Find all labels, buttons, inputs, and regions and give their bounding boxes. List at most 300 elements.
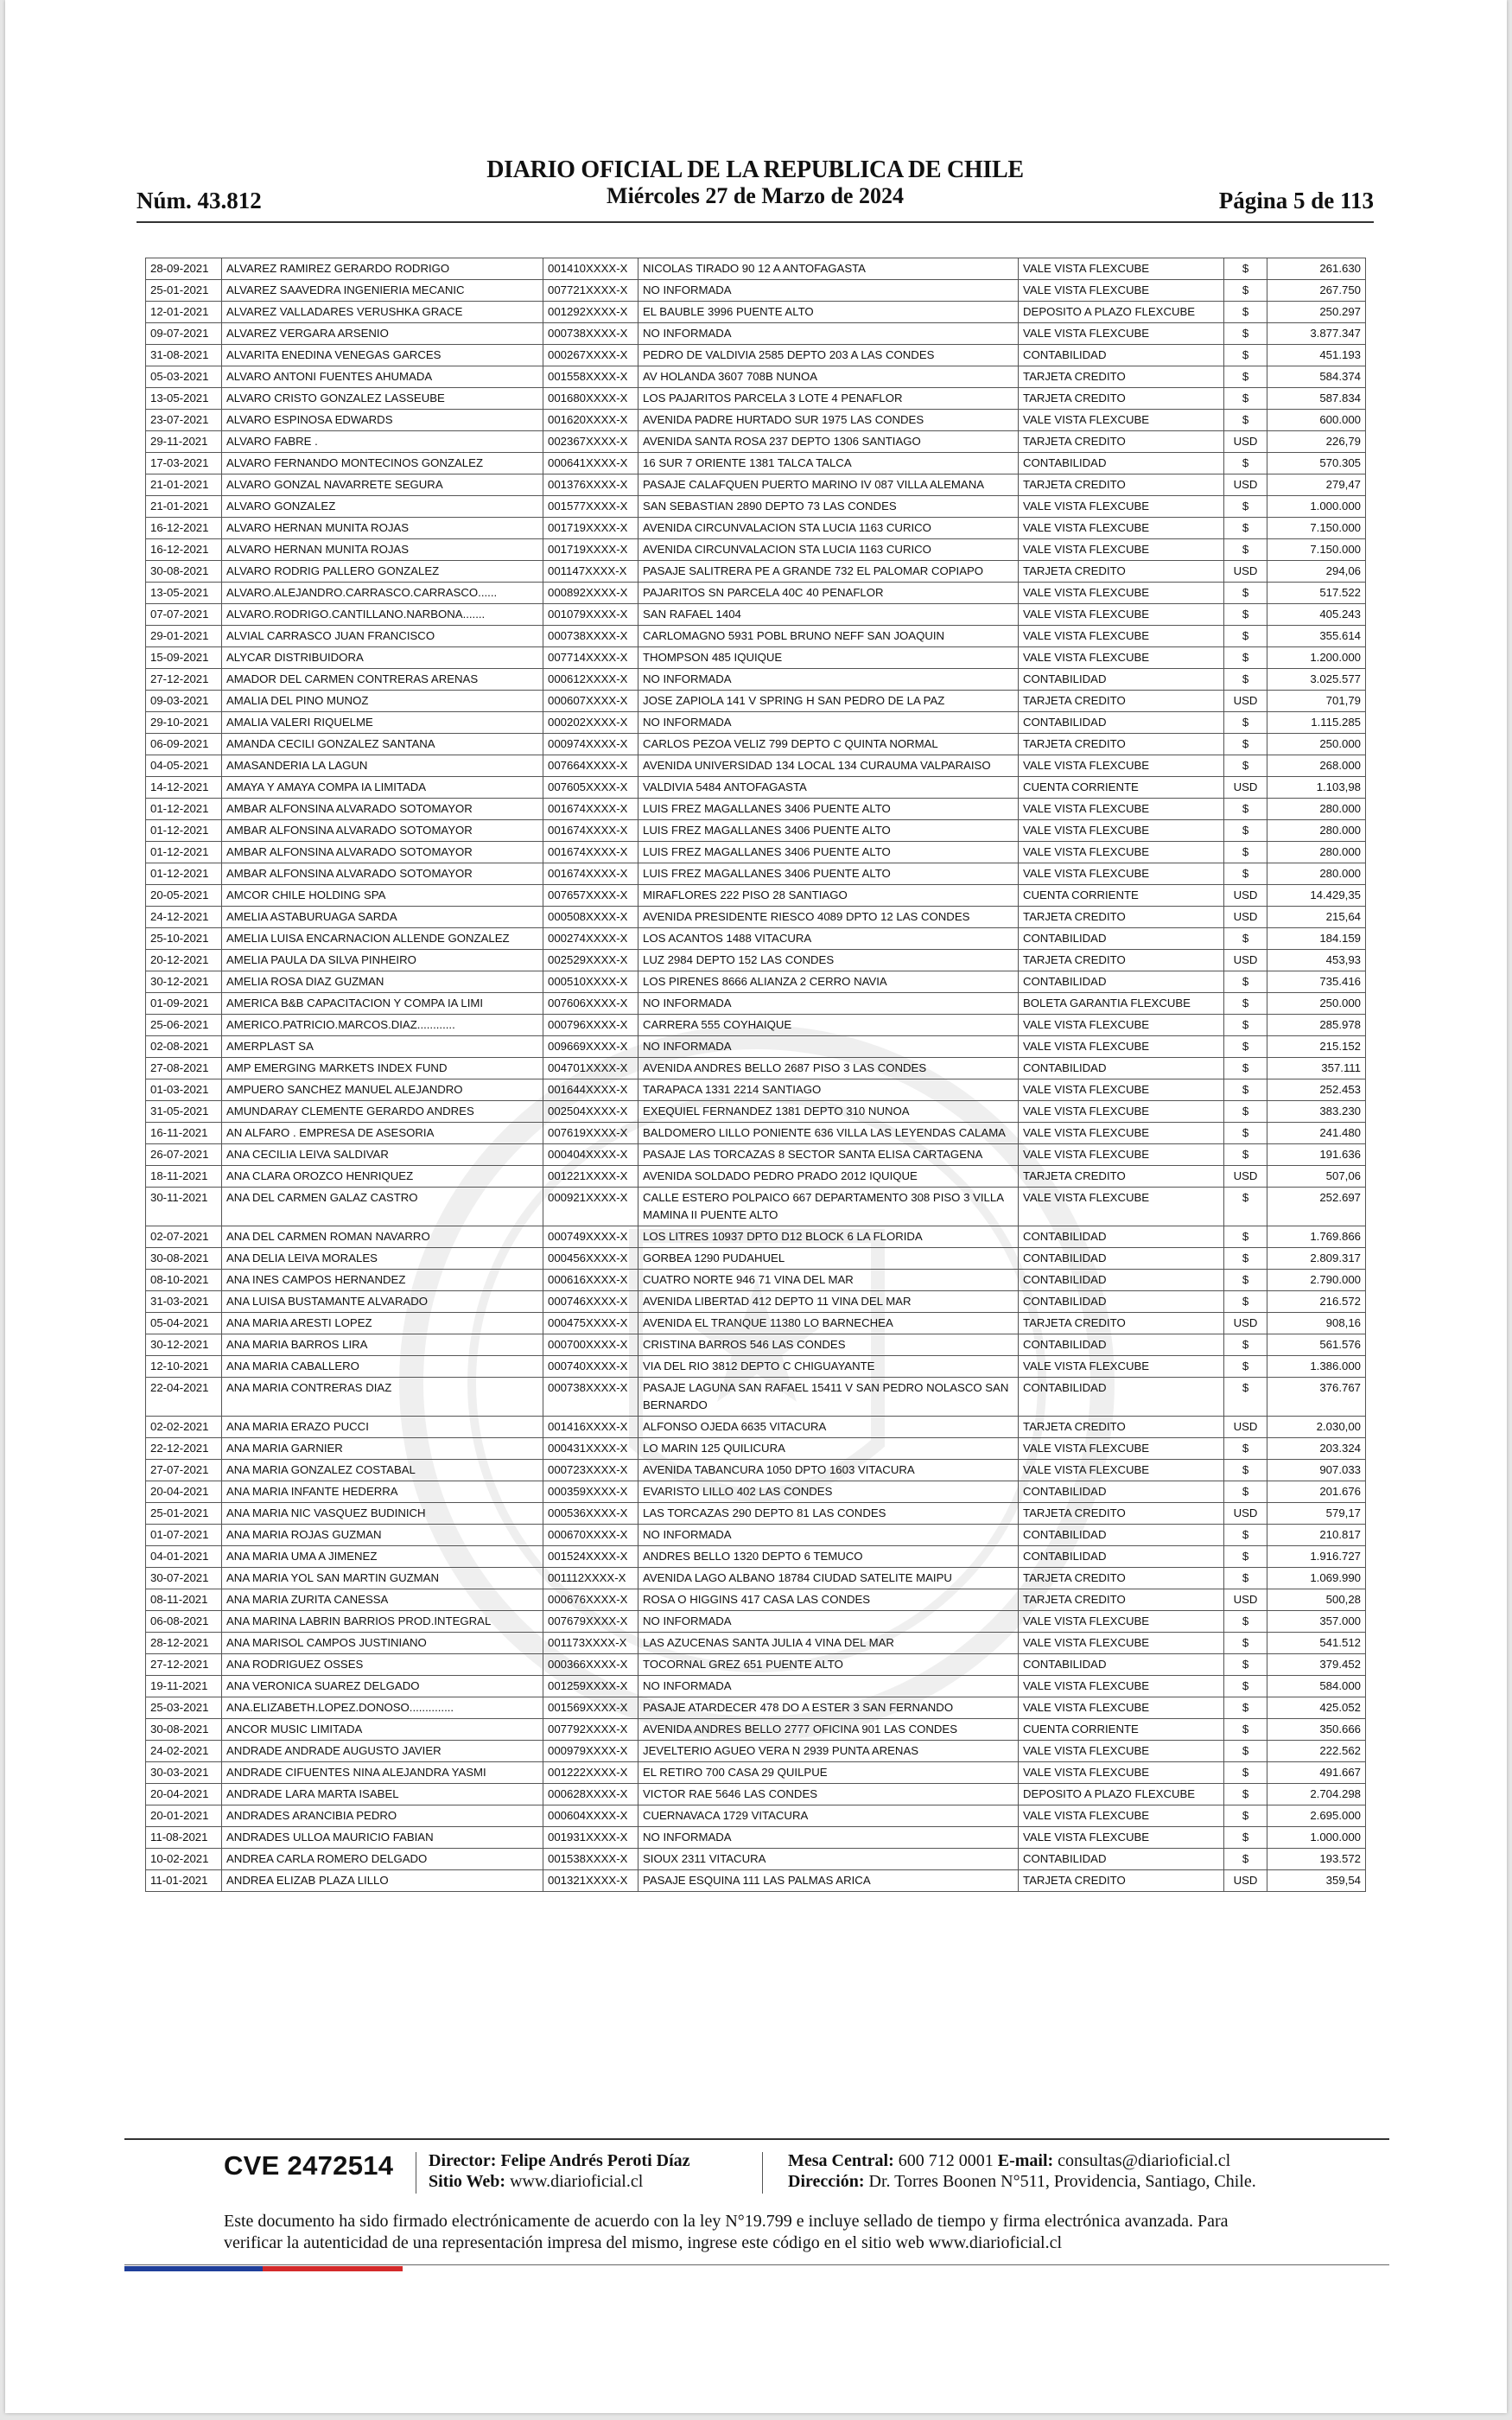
address-cell: AVENIDA SANTA ROSA 237 DEPTO 1306 SANTIAGO: [638, 431, 1019, 453]
address-cell: LUIS FREZ MAGALLANES 3406 PUENTE ALTO: [638, 842, 1019, 863]
name-cell: AMALIA DEL PINO MUNOZ: [222, 691, 543, 712]
product-cell: VALE VISTA FLEXCUBE: [1019, 1611, 1224, 1633]
rut-cell: 001577XXXX-X: [543, 496, 638, 518]
date-cell: 21-01-2021: [146, 496, 222, 518]
currency-cell: USD: [1224, 561, 1267, 583]
records-table-body: [146, 258, 1366, 1892]
name-cell: ANA MARIA ZURITA CANESSA: [222, 1589, 543, 1611]
product-cell: CUENTA CORRIENTE: [1019, 1719, 1224, 1741]
amount-cell: 2.695.000: [1267, 1805, 1366, 1827]
table-row: [146, 777, 1366, 799]
product-cell: VALE VISTA FLEXCUBE: [1019, 258, 1224, 280]
address-cell: CARLOS PEZOA VELIZ 799 DEPTO C QUINTA NORMAL: [638, 734, 1019, 755]
table-row: [146, 388, 1366, 410]
address-cell: 16 SUR 7 ORIENTE 1381 TALCA TALCA: [638, 453, 1019, 474]
address-cell: LAS TORCAZAS 290 DEPTO 81 LAS CONDES: [638, 1503, 1019, 1525]
rut-cell: 000892XXXX-X: [543, 583, 638, 604]
currency-cell: USD: [1224, 691, 1267, 712]
product-cell: TARJETA CREDITO: [1019, 1589, 1224, 1611]
rut-cell: 007619XXXX-X: [543, 1123, 638, 1144]
name-cell: ANDRADE LARA MARTA ISABEL: [222, 1784, 543, 1805]
amount-cell: 267.750: [1267, 280, 1366, 302]
amount-cell: 600.000: [1267, 410, 1366, 431]
header-divider: [137, 221, 1374, 223]
name-cell: ALVARO RODRIG PALLERO GONZALEZ: [222, 561, 543, 583]
currency-cell: $: [1224, 345, 1267, 366]
amount-cell: 541.512: [1267, 1633, 1366, 1654]
date-cell: 12-01-2021: [146, 302, 222, 323]
date-cell: 01-03-2021: [146, 1079, 222, 1101]
amount-cell: 425.052: [1267, 1697, 1366, 1719]
date-cell: 22-12-2021: [146, 1438, 222, 1460]
product-cell: TARJETA CREDITO: [1019, 1568, 1224, 1589]
date-cell: 12-10-2021: [146, 1356, 222, 1378]
name-cell: ALVARO.RODRIGO.CANTILLANO.NARBONA.......: [222, 604, 543, 626]
name-cell: AMELIA ASTABURUAGA SARDA: [222, 907, 543, 928]
name-cell: AMADOR DEL CARMEN CONTRERAS ARENAS: [222, 669, 543, 691]
rut-cell: 001674XXXX-X: [543, 842, 638, 863]
footer-divider: [124, 2138, 1389, 2140]
address-cell: EXEQUIEL FERNANDEZ 1381 DEPTO 310 NUNOA: [638, 1101, 1019, 1123]
address-cell: LUZ 2984 DEPTO 152 LAS CONDES: [638, 950, 1019, 971]
rut-cell: 000456XXXX-X: [543, 1248, 638, 1270]
currency-cell: $: [1224, 258, 1267, 280]
amount-cell: 222.562: [1267, 1741, 1366, 1762]
table-row: [146, 496, 1366, 518]
issue-number: Núm. 43.812: [137, 188, 262, 213]
name-cell: AMELIA ROSA DIAZ GUZMAN: [222, 971, 543, 993]
name-cell: AMELIA PAULA DA SILVA PINHEIRO: [222, 950, 543, 971]
currency-cell: USD: [1224, 950, 1267, 971]
address-label: Dirección:: [788, 2172, 865, 2191]
rut-cell: 000749XXXX-X: [543, 1226, 638, 1248]
name-cell: AMP EMERGING MARKETS INDEX FUND: [222, 1058, 543, 1079]
product-cell: TARJETA CREDITO: [1019, 474, 1224, 496]
currency-cell: $: [1224, 1438, 1267, 1460]
website-label: Sitio Web:: [429, 2172, 506, 2191]
currency-cell: $: [1224, 1356, 1267, 1378]
table-row: [146, 1079, 1366, 1101]
date-cell: 28-09-2021: [146, 258, 222, 280]
currency-cell: $: [1224, 971, 1267, 993]
product-cell: VALE VISTA FLEXCUBE: [1019, 1079, 1224, 1101]
currency-cell: USD: [1224, 907, 1267, 928]
rut-cell: 009669XXXX-X: [543, 1036, 638, 1058]
table-row: [146, 366, 1366, 388]
table-row: [146, 1697, 1366, 1719]
name-cell: AMELIA LUISA ENCARNACION ALLENDE GONZALEZ: [222, 928, 543, 950]
date-cell: 18-11-2021: [146, 1166, 222, 1188]
date-cell: 16-12-2021: [146, 518, 222, 539]
amount-cell: 268.000: [1267, 755, 1366, 777]
name-cell: AMERPLAST SA: [222, 1036, 543, 1058]
name-cell: ANA RODRIGUEZ OSSES: [222, 1654, 543, 1676]
name-cell: ANA MARIA ERAZO PUCCI: [222, 1417, 543, 1438]
rut-cell: 007792XXXX-X: [543, 1719, 638, 1741]
currency-cell: $: [1224, 1762, 1267, 1784]
name-cell: AMBAR ALFONSINA ALVARADO SOTOMAYOR: [222, 863, 543, 885]
product-cell: CONTABILIDAD: [1019, 928, 1224, 950]
address-cell: AVENIDA CIRCUNVALACION STA LUCIA 1163 CURICO: [638, 539, 1019, 561]
director-name: Felipe Andrés Peroti Díaz: [500, 2151, 690, 2170]
website-link[interactable]: www.diarioficial.cl: [510, 2172, 644, 2191]
currency-cell: $: [1224, 712, 1267, 734]
date-cell: 25-01-2021: [146, 280, 222, 302]
product-cell: TARJETA CREDITO: [1019, 1313, 1224, 1334]
rut-cell: 000670XXXX-X: [543, 1525, 638, 1546]
name-cell: AMASANDERIA LA LAGUN: [222, 755, 543, 777]
table-row: [146, 1741, 1366, 1762]
date-cell: 13-05-2021: [146, 388, 222, 410]
address-cell: LUIS FREZ MAGALLANES 3406 PUENTE ALTO: [638, 799, 1019, 820]
table-row: [146, 1166, 1366, 1188]
amount-cell: 350.666: [1267, 1719, 1366, 1741]
amount-cell: 252.453: [1267, 1079, 1366, 1101]
rut-cell: 000738XXXX-X: [543, 626, 638, 647]
name-cell: ANDRADE ANDRADE AUGUSTO JAVIER: [222, 1741, 543, 1762]
address-cell: LOS PAJARITOS PARCELA 3 LOTE 4 PENAFLOR: [638, 388, 1019, 410]
table-row: [146, 583, 1366, 604]
table-row: [146, 1870, 1366, 1892]
amount-cell: 252.697: [1267, 1188, 1366, 1226]
rut-cell: 000604XXXX-X: [543, 1805, 638, 1827]
rut-cell: 001410XXXX-X: [543, 258, 638, 280]
rut-cell: 007657XXXX-X: [543, 885, 638, 907]
address-cell: THOMPSON 485 IQUIQUE: [638, 647, 1019, 669]
table-row: [146, 1546, 1366, 1568]
rut-cell: 007721XXXX-X: [543, 280, 638, 302]
address-cell: PASAJE SALITRERA PE A GRANDE 732 EL PALOMAR COPIAPO: [638, 561, 1019, 583]
date-cell: 27-08-2021: [146, 1058, 222, 1079]
table-row: [146, 1460, 1366, 1481]
product-cell: VALE VISTA FLEXCUBE: [1019, 604, 1224, 626]
rut-cell: 001674XXXX-X: [543, 820, 638, 842]
name-cell: ANCOR MUSIC LIMITADA: [222, 1719, 543, 1741]
amount-cell: 241.480: [1267, 1123, 1366, 1144]
table-row: [146, 1058, 1366, 1079]
rut-cell: 001674XXXX-X: [543, 799, 638, 820]
date-cell: 23-07-2021: [146, 410, 222, 431]
product-cell: VALE VISTA FLEXCUBE: [1019, 1144, 1224, 1166]
currency-cell: $: [1224, 1079, 1267, 1101]
product-cell: TARJETA CREDITO: [1019, 1503, 1224, 1525]
table-row: [146, 1438, 1366, 1460]
name-cell: ANDREA ELIZAB PLAZA LILLO: [222, 1870, 543, 1892]
date-cell: 16-12-2021: [146, 539, 222, 561]
date-cell: 24-02-2021: [146, 1741, 222, 1762]
currency-cell: $: [1224, 1827, 1267, 1849]
footer-bottom-rule: [124, 2264, 1389, 2265]
amount-cell: 280.000: [1267, 863, 1366, 885]
currency-cell: USD: [1224, 1166, 1267, 1188]
date-cell: 27-12-2021: [146, 669, 222, 691]
currency-cell: $: [1224, 626, 1267, 647]
date-cell: 25-03-2021: [146, 1697, 222, 1719]
currency-cell: $: [1224, 1378, 1267, 1417]
rut-cell: 000616XXXX-X: [543, 1270, 638, 1291]
address-cell: NO INFORMADA: [638, 1036, 1019, 1058]
rut-cell: 002367XXXX-X: [543, 431, 638, 453]
address-cell: GORBEA 1290 PUDAHUEL: [638, 1248, 1019, 1270]
product-cell: TARJETA CREDITO: [1019, 691, 1224, 712]
table-row: [146, 1270, 1366, 1291]
amount-cell: 1.000.000: [1267, 1827, 1366, 1849]
currency-cell: USD: [1224, 777, 1267, 799]
currency-cell: $: [1224, 1101, 1267, 1123]
page-header: [137, 157, 1374, 214]
date-cell: 30-11-2021: [146, 1188, 222, 1226]
rut-cell: 001147XXXX-X: [543, 561, 638, 583]
date-cell: 01-12-2021: [146, 842, 222, 863]
address-cell: LUIS FREZ MAGALLANES 3406 PUENTE ALTO: [638, 863, 1019, 885]
product-cell: CONTABILIDAD: [1019, 971, 1224, 993]
name-cell: ALVAREZ SAAVEDRA INGENIERIA MECANIC: [222, 280, 543, 302]
amount-cell: 250.000: [1267, 993, 1366, 1015]
currency-cell: $: [1224, 604, 1267, 626]
name-cell: ANA CECILIA LEIVA SALDIVAR: [222, 1144, 543, 1166]
table-row: [146, 1568, 1366, 1589]
table-row: [146, 474, 1366, 496]
amount-cell: 1.916.727: [1267, 1546, 1366, 1568]
currency-cell: $: [1224, 1334, 1267, 1356]
table-row: [146, 1291, 1366, 1313]
amount-cell: 579,17: [1267, 1503, 1366, 1525]
address-cell: NO INFORMADA: [638, 993, 1019, 1015]
date-cell: 29-11-2021: [146, 431, 222, 453]
date-cell: 21-01-2021: [146, 474, 222, 496]
name-cell: AMBAR ALFONSINA ALVARADO SOTOMAYOR: [222, 799, 543, 820]
product-cell: CONTABILIDAD: [1019, 1481, 1224, 1503]
date-cell: 08-11-2021: [146, 1589, 222, 1611]
currency-cell: USD: [1224, 1870, 1267, 1892]
date-cell: 13-05-2021: [146, 583, 222, 604]
rut-cell: 001524XXXX-X: [543, 1546, 638, 1568]
currency-cell: $: [1224, 1546, 1267, 1568]
amount-cell: 587.834: [1267, 388, 1366, 410]
currency-cell: $: [1224, 453, 1267, 474]
currency-cell: $: [1224, 1270, 1267, 1291]
address-cell: LOS ACANTOS 1488 VITACURA: [638, 928, 1019, 950]
date-cell: 05-04-2021: [146, 1313, 222, 1334]
amount-cell: 280.000: [1267, 842, 1366, 863]
address-cell: JOSE ZAPIOLA 141 V SPRING H SAN PEDRO DE LA PAZ: [638, 691, 1019, 712]
table-row: [146, 950, 1366, 971]
table-row: [146, 626, 1366, 647]
date-cell: 20-12-2021: [146, 950, 222, 971]
name-cell: ANA MARIA INFANTE HEDERRA: [222, 1481, 543, 1503]
address-cell: NO INFORMADA: [638, 1525, 1019, 1546]
date-cell: 04-01-2021: [146, 1546, 222, 1568]
product-cell: VALE VISTA FLEXCUBE: [1019, 1101, 1224, 1123]
date-cell: 25-10-2021: [146, 928, 222, 950]
product-cell: VALE VISTA FLEXCUBE: [1019, 1460, 1224, 1481]
amount-cell: 376.767: [1267, 1378, 1366, 1417]
currency-cell: $: [1224, 1291, 1267, 1313]
date-cell: 17-03-2021: [146, 453, 222, 474]
rut-cell: 007605XXXX-X: [543, 777, 638, 799]
product-cell: CONTABILIDAD: [1019, 1525, 1224, 1546]
amount-cell: 191.636: [1267, 1144, 1366, 1166]
name-cell: ANDRADES ULLOA MAURICIO FABIAN: [222, 1827, 543, 1849]
date-cell: 30-12-2021: [146, 1334, 222, 1356]
product-cell: CONTABILIDAD: [1019, 1058, 1224, 1079]
currency-cell: USD: [1224, 1589, 1267, 1611]
amount-cell: 184.159: [1267, 928, 1366, 950]
footer-separator: [762, 2152, 763, 2194]
address-cell: AVENIDA PRESIDENTE RIESCO 4089 DPTO 12 LAS CONDES: [638, 907, 1019, 928]
product-cell: VALE VISTA FLEXCUBE: [1019, 1805, 1224, 1827]
date-cell: 22-04-2021: [146, 1378, 222, 1417]
table-row: [146, 907, 1366, 928]
amount-cell: 584.374: [1267, 366, 1366, 388]
currency-cell: $: [1224, 1633, 1267, 1654]
date-cell: 01-12-2021: [146, 863, 222, 885]
table-row: [146, 1356, 1366, 1378]
table-row: [146, 302, 1366, 323]
amount-cell: 379.452: [1267, 1654, 1366, 1676]
amount-cell: 201.676: [1267, 1481, 1366, 1503]
address-cell: LOS LITRES 10937 DPTO D12 BLOCK 6 LA FLORIDA: [638, 1226, 1019, 1248]
currency-cell: $: [1224, 842, 1267, 863]
product-cell: DEPOSITO A PLAZO FLEXCUBE: [1019, 1784, 1224, 1805]
name-cell: ANA MARIA BARROS LIRA: [222, 1334, 543, 1356]
rut-cell: 000746XXXX-X: [543, 1291, 638, 1313]
amount-cell: 907.033: [1267, 1460, 1366, 1481]
name-cell: ANA MARIA GONZALEZ COSTABAL: [222, 1460, 543, 1481]
date-cell: 29-10-2021: [146, 712, 222, 734]
currency-cell: $: [1224, 1568, 1267, 1589]
amount-cell: 1.386.000: [1267, 1356, 1366, 1378]
rut-cell: 000921XXXX-X: [543, 1188, 638, 1226]
name-cell: ANDRADES ARANCIBIA PEDRO: [222, 1805, 543, 1827]
table-row: [146, 1188, 1366, 1226]
product-cell: DEPOSITO A PLAZO FLEXCUBE: [1019, 302, 1224, 323]
email-link[interactable]: consultas@diarioficial.cl: [1058, 2151, 1231, 2170]
table-row: [146, 1654, 1366, 1676]
address-cell: TOCORNAL GREZ 651 PUENTE ALTO: [638, 1654, 1019, 1676]
product-cell: VALE VISTA FLEXCUBE: [1019, 647, 1224, 669]
name-cell: ALYCAR DISTRIBUIDORA: [222, 647, 543, 669]
currency-cell: $: [1224, 1697, 1267, 1719]
rut-cell: 000628XXXX-X: [543, 1784, 638, 1805]
address-cell: EL BAUBLE 3996 PUENTE ALTO: [638, 302, 1019, 323]
address-cell: CARLOMAGNO 5931 POBL BRUNO NEFF SAN JOAQUIN: [638, 626, 1019, 647]
table-row: [146, 604, 1366, 626]
currency-cell: USD: [1224, 885, 1267, 907]
rut-cell: 004701XXXX-X: [543, 1058, 638, 1079]
amount-cell: 1.103,98: [1267, 777, 1366, 799]
name-cell: ANA MARINA LABRIN BARRIOS PROD.INTEGRAL: [222, 1611, 543, 1633]
address-cell: ANDRES BELLO 1320 DEPTO 6 TEMUCO: [638, 1546, 1019, 1568]
currency-cell: $: [1224, 1123, 1267, 1144]
rut-cell: 001112XXXX-X: [543, 1568, 638, 1589]
address-cell: TARAPACA 1331 2214 SANTIAGO: [638, 1079, 1019, 1101]
rut-cell: 000641XXXX-X: [543, 453, 638, 474]
amount-cell: 294,06: [1267, 561, 1366, 583]
date-cell: 11-01-2021: [146, 1870, 222, 1892]
table-row: [146, 1101, 1366, 1123]
address-cell: AVENIDA UNIVERSIDAD 134 LOCAL 134 CURAUMA VALPARAISO: [638, 755, 1019, 777]
name-cell: ANA MARIA UMA A JIMENEZ: [222, 1546, 543, 1568]
currency-cell: $: [1224, 993, 1267, 1015]
table-row: [146, 1589, 1366, 1611]
address-cell: PASAJE ATARDECER 478 DO A ESTER 3 SAN FERNANDO: [638, 1697, 1019, 1719]
table-row: [146, 1503, 1366, 1525]
rut-cell: 000366XXXX-X: [543, 1654, 638, 1676]
flag-stripe-red: [263, 2266, 403, 2271]
table-row: [146, 258, 1366, 280]
address-cell: NO INFORMADA: [638, 280, 1019, 302]
product-cell: VALE VISTA FLEXCUBE: [1019, 863, 1224, 885]
currency-cell: $: [1224, 820, 1267, 842]
date-cell: 09-03-2021: [146, 691, 222, 712]
table-row: [146, 280, 1366, 302]
currency-cell: $: [1224, 1849, 1267, 1870]
name-cell: ANA MARIA CONTRERAS DIAZ: [222, 1378, 543, 1417]
product-cell: VALE VISTA FLEXCUBE: [1019, 1827, 1224, 1849]
date-cell: 01-12-2021: [146, 820, 222, 842]
address-cell: AVENIDA ANDRES BELLO 2687 PISO 3 LAS CONDES: [638, 1058, 1019, 1079]
table-row: [146, 1611, 1366, 1633]
currency-cell: $: [1224, 302, 1267, 323]
table-row: [146, 1676, 1366, 1697]
address-cell: PEDRO DE VALDIVIA 2585 DEPTO 203 A LAS CONDES: [638, 345, 1019, 366]
address-cell: EL RETIRO 700 CASA 29 QUILPUE: [638, 1762, 1019, 1784]
amount-cell: 3.025.577: [1267, 669, 1366, 691]
address-cell: AVENIDA TABANCURA 1050 DPTO 1603 VITACURA: [638, 1460, 1019, 1481]
currency-cell: $: [1224, 539, 1267, 561]
product-cell: TARJETA CREDITO: [1019, 1870, 1224, 1892]
rut-cell: 007606XXXX-X: [543, 993, 638, 1015]
product-cell: CONTABILIDAD: [1019, 712, 1224, 734]
rut-cell: 001416XXXX-X: [543, 1417, 638, 1438]
amount-cell: 250.297: [1267, 302, 1366, 323]
table-row: [146, 712, 1366, 734]
currency-cell: $: [1224, 1036, 1267, 1058]
rut-cell: 001376XXXX-X: [543, 474, 638, 496]
name-cell: AMCOR CHILE HOLDING SPA: [222, 885, 543, 907]
product-cell: VALE VISTA FLEXCUBE: [1019, 842, 1224, 863]
date-cell: 31-08-2021: [146, 345, 222, 366]
address-cell: CALLE ESTERO POLPAICO 667 DEPARTAMENTO 308 PISO 3 VILLA MAMINA II PUENTE ALTO: [638, 1188, 1019, 1226]
currency-cell: $: [1224, 647, 1267, 669]
address-cell: PAJARITOS SN PARCELA 40C 40 PENAFLOR: [638, 583, 1019, 604]
name-cell: ANA DELIA LEIVA MORALES: [222, 1248, 543, 1270]
table-row: [146, 669, 1366, 691]
table-row: [146, 1417, 1366, 1438]
name-cell: ANDREA CARLA ROMERO DELGADO: [222, 1849, 543, 1870]
amount-cell: 570.305: [1267, 453, 1366, 474]
amount-cell: 226,79: [1267, 431, 1366, 453]
date-cell: 30-08-2021: [146, 1248, 222, 1270]
document-page: [5, 0, 1507, 2413]
date-cell: 30-07-2021: [146, 1568, 222, 1589]
table-row: [146, 734, 1366, 755]
table-row: [146, 323, 1366, 345]
date-cell: 26-07-2021: [146, 1144, 222, 1166]
product-cell: VALE VISTA FLEXCUBE: [1019, 1438, 1224, 1460]
address-cell: SAN SEBASTIAN 2890 DEPTO 73 LAS CONDES: [638, 496, 1019, 518]
product-cell: CONTABILIDAD: [1019, 1849, 1224, 1870]
name-cell: ALVARO ANTONI FUENTES AHUMADA: [222, 366, 543, 388]
currency-cell: $: [1224, 323, 1267, 345]
date-cell: 06-08-2021: [146, 1611, 222, 1633]
date-cell: 02-08-2021: [146, 1036, 222, 1058]
name-cell: ALVAREZ RAMIREZ GERARDO RODRIGO: [222, 258, 543, 280]
amount-cell: 561.576: [1267, 1334, 1366, 1356]
currency-cell: $: [1224, 755, 1267, 777]
table-row: [146, 1334, 1366, 1356]
